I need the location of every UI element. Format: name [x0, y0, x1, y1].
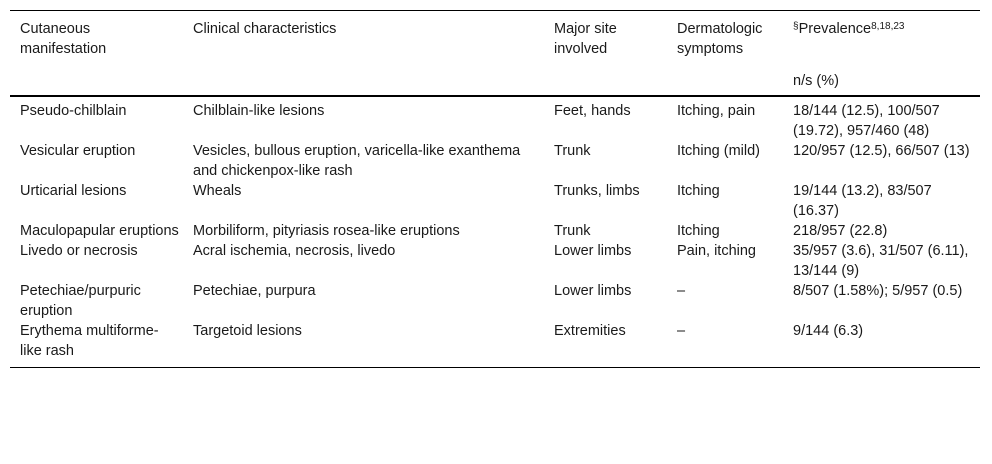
- header-prevalence-unit: n/s (%): [783, 59, 980, 96]
- table-row: [10, 96, 980, 141]
- table-row: [10, 321, 980, 368]
- cell-prevalence: 35/957 (3.6), 31/507 (6.11), 13/144 (9): [793, 243, 969, 279]
- cell-manifestation: Erythema multiforme-like rash: [10, 321, 183, 368]
- cell-prevalence: 19/144 (13.2), 83/507 (16.37): [793, 183, 932, 219]
- cell-manifestation: Urticarial lesions: [20, 183, 127, 199]
- cell-site: Lower limbs: [554, 283, 632, 299]
- cell-site: Lower limbs: [554, 243, 632, 259]
- cell-site: Trunk: [554, 143, 591, 159]
- cell-symptoms: –: [667, 321, 783, 368]
- table-row: [10, 181, 980, 221]
- header-manifestation: Cutaneous manifestation: [10, 11, 183, 60]
- cell-symptoms: –: [677, 283, 686, 299]
- table-row: [10, 281, 980, 321]
- cell-manifestation: Maculopapular eruptions: [20, 223, 179, 239]
- cell-characteristics: Acral ischemia, necrosis, livedo: [193, 243, 396, 259]
- cell-site: Extremities: [544, 321, 667, 368]
- header-row: [10, 11, 980, 60]
- section-mark: §: [793, 20, 799, 32]
- header-subrow: [10, 59, 980, 96]
- header-prevalence-label: Prevalence: [798, 21, 872, 37]
- cell-symptoms: Pain, itching: [677, 243, 756, 259]
- cell-manifestation: Livedo or necrosis: [20, 243, 138, 259]
- cell-manifestation: Vesicular eruption: [20, 143, 136, 159]
- cell-characteristics: Wheals: [193, 183, 242, 199]
- cell-symptoms: Itching: [677, 183, 720, 199]
- cell-prevalence: 218/957 (22.8): [793, 223, 888, 239]
- cell-site: Trunk: [554, 223, 591, 239]
- header-symptoms: Dermatologic symptoms: [667, 11, 783, 60]
- cell-site: Feet, hands: [554, 103, 631, 119]
- cell-characteristics: Vesicles, bullous eruption, varicella-like exanthema and chickenpox-like rash: [193, 143, 521, 179]
- cell-manifestation: Petechiae/purpuric eruption: [20, 283, 141, 319]
- cell-characteristics: Chilblain-like lesions: [193, 103, 325, 119]
- cell-symptoms: Itching (mild): [677, 143, 760, 159]
- cell-manifestation: Pseudo-chilblain: [20, 103, 127, 119]
- table-body: [10, 96, 980, 368]
- cell-symptoms: Itching: [677, 223, 720, 239]
- table-header: [10, 11, 980, 97]
- header-prevalence: [783, 11, 980, 60]
- cutaneous-manifestations-table: [10, 10, 980, 368]
- cell-prevalence: 120/957 (12.5), 66/507 (13): [793, 143, 970, 159]
- cell-prevalence: 18/144 (12.5), 100/507 (19.72), 957/460 (48): [793, 103, 940, 139]
- table-row: [10, 221, 980, 241]
- cell-site: Trunks, limbs: [554, 183, 640, 199]
- cell-characteristics: Morbiliform, pityriasis rosea-like eruptions: [193, 223, 460, 239]
- table-row: [10, 141, 980, 181]
- header-site: Major site involved: [544, 11, 667, 60]
- reference-superscript: 8,18,23: [871, 20, 905, 32]
- table-row: [10, 241, 980, 281]
- cell-characteristics: Petechiae, purpura: [193, 283, 316, 299]
- cell-symptoms: Itching, pain: [677, 103, 756, 119]
- header-characteristics: Clinical characteristics: [183, 11, 544, 60]
- cell-characteristics: Targetoid lesions: [183, 321, 544, 368]
- cell-prevalence: 9/144 (6.3): [783, 321, 980, 368]
- cell-prevalence: 8/507 (1.58%); 5/957 (0.5): [793, 283, 963, 299]
